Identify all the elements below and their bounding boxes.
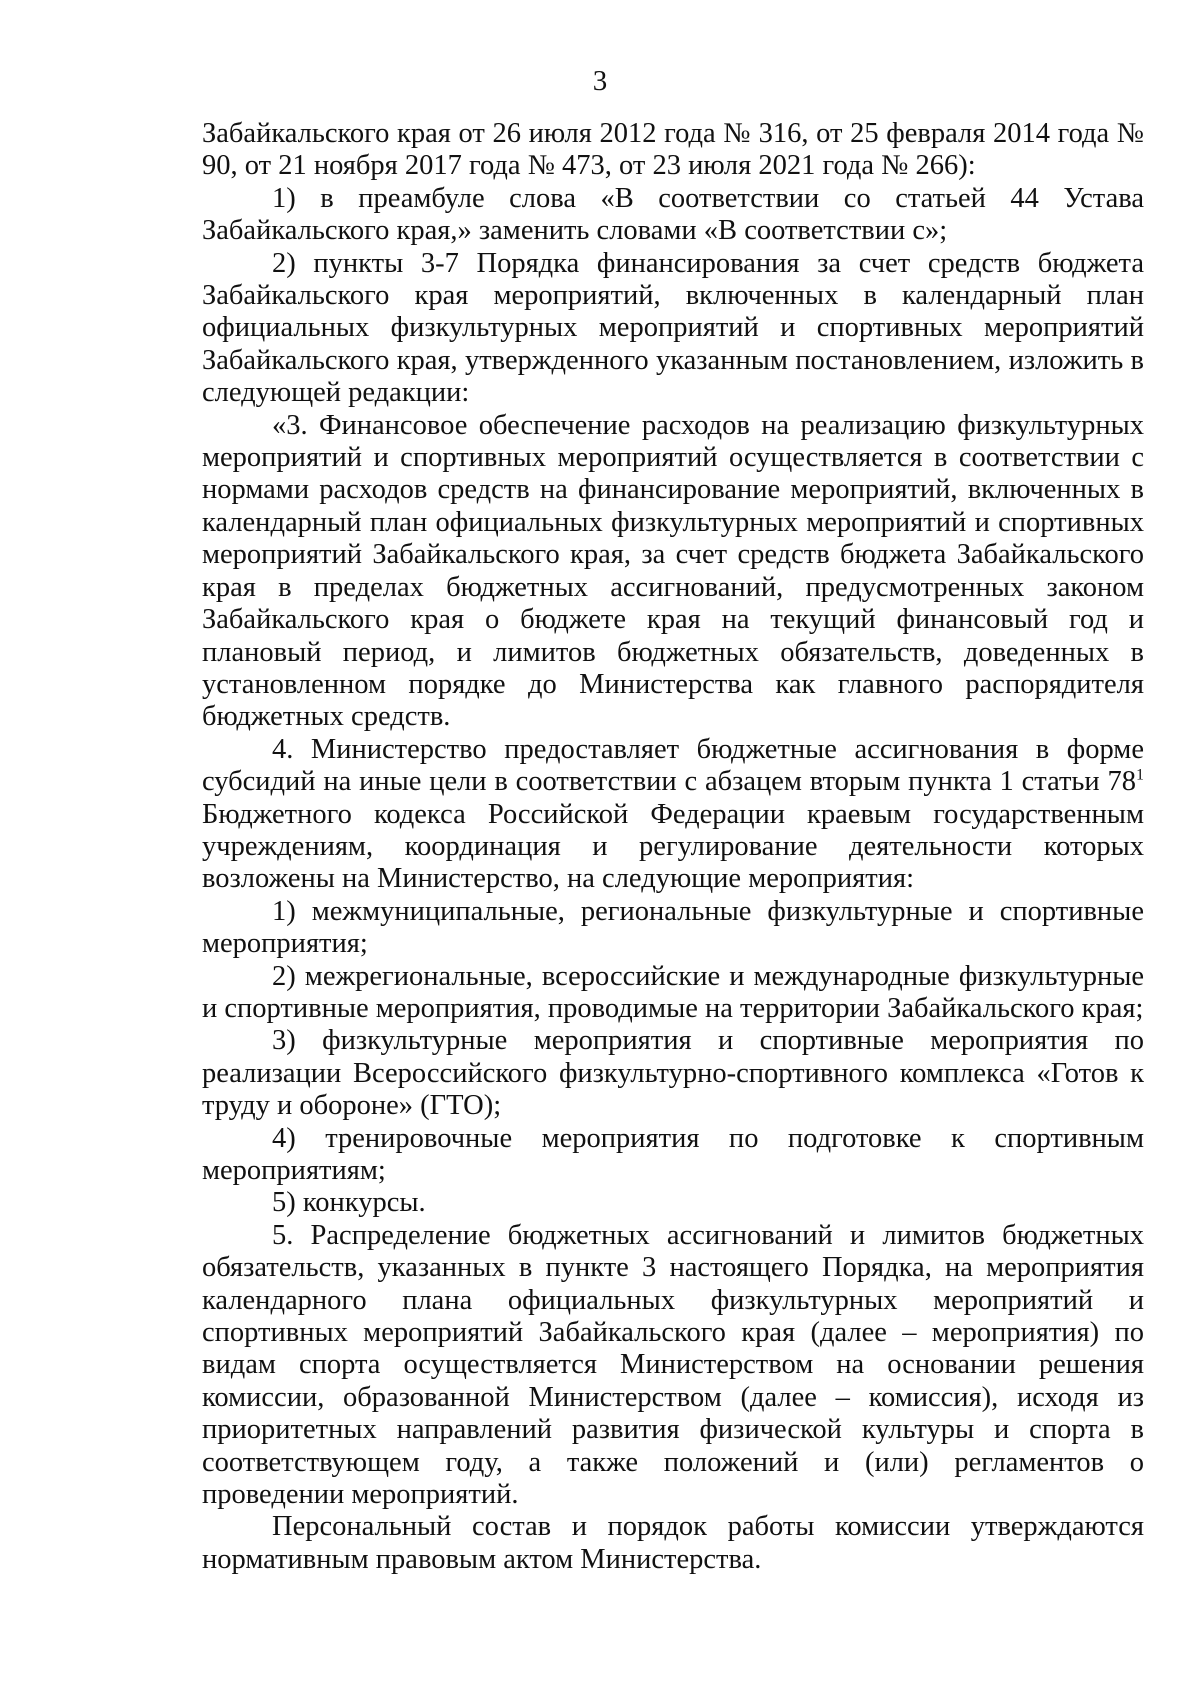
list-item-3: 3) физкультурные мероприятия и спортивные мероприятия по реализации Всероссийского физкультурно-спортивного комплекса «Готов к труду и обороне» (ГТО); — [202, 1025, 1144, 1122]
paragraph-point-4-text-a: 4. Министерство предоставляет бюджетные ассигнования в форме субсидий на иные цели в соответствии с абзацем вторым пункта 1 статьи 78 — [202, 733, 1144, 798]
list-item-5: 5) конкурсы. — [272, 1187, 426, 1219]
page-number: 3 — [592, 65, 608, 97]
paragraph-point-4-text-b: Бюджетного кодекса Российской Федерации краевым государственным учреждениям, координация и регулирование деятельности которых возложены на Министерство, на следующие мероприятия: — [202, 798, 1144, 895]
paragraph-item-1-preamble: 1) в преамбуле слова «В соответствии со статьей 44 Устава Забайкальского края,» заменить словами «В соответствии с»; — [202, 182, 1144, 247]
paragraph-point-3: «3. Финансовое обеспечение расходов на реализацию физкультурных мероприятий и спортивных мероприятий осуществляется в соответствии с нормами расходов средств на финансирование мероприятий, включенных в календарный план официальных физкультурных мероприятий и спортивных мероприятий Забайкальского края, за счет средств бюджета Забайкальского края в пределах бюджетных ассигнований, предусмотренных законом Забайкальского края о бюджете края на текущий финансовый год и плановый период, и лимитов бюджетных обязательств, доведенных в установленном порядке до Министерства как главного распорядителя бюджетных средств. — [202, 409, 1144, 733]
paragraph-item-2-points: 2) пункты 3-7 Порядка финансирования за счет средств бюджета Забайкальского края мероприятий, включенных в календарный план официальных физкультурных мероприятий и спортивных мероприятий Забайкальского края, утвержденного указанным постановлением, изложить в следующей редакции: — [202, 247, 1144, 409]
paragraph-commission: Персональный состав и порядок работы комиссии утверждаются нормативным правовым актом Министерства. — [202, 1511, 1144, 1575]
list-item-1: 1) межмуниципальные, региональные физкультурные и спортивные мероприятия; — [202, 895, 1144, 960]
document-body — [202, 118, 1144, 1576]
paragraph-continuation: Забайкальского края от 26 июля 2012 года № 316, от 25 февраля 2014 года № 90, от 21 ноября 2017 года № 473, от 23 июля 2021 года № 266): — [202, 118, 1144, 182]
paragraph-point-4 — [202, 734, 1144, 896]
paragraph-point-5: 5. Распределение бюджетных ассигнований и лимитов бюджетных обязательств, указанных в пункте 3 настоящего Порядка, на мероприятия календарного плана официальных физкультурных мероприятий и спортивных мероприятий Забайкальского края (далее – мероприятия) по видам спорта осуществляется Министерством на основании решения комиссии, образованной Министерством (далее – комиссия), исходя из приоритетных направлений развития физической культуры и спорта в соответствующем году, а также положений и (или) регламентов о проведении мероприятий. — [202, 1219, 1144, 1511]
list-item-4: 4) тренировочные мероприятия по подготовке к спортивным мероприятиям; — [202, 1122, 1144, 1186]
list-item-2: 2) межрегиональные, всероссийские и международные физкультурные и спортивные мероприятия, проводимые на территории Забайкальского края; — [202, 960, 1144, 1024]
article-superscript: 1 — [1136, 766, 1144, 784]
